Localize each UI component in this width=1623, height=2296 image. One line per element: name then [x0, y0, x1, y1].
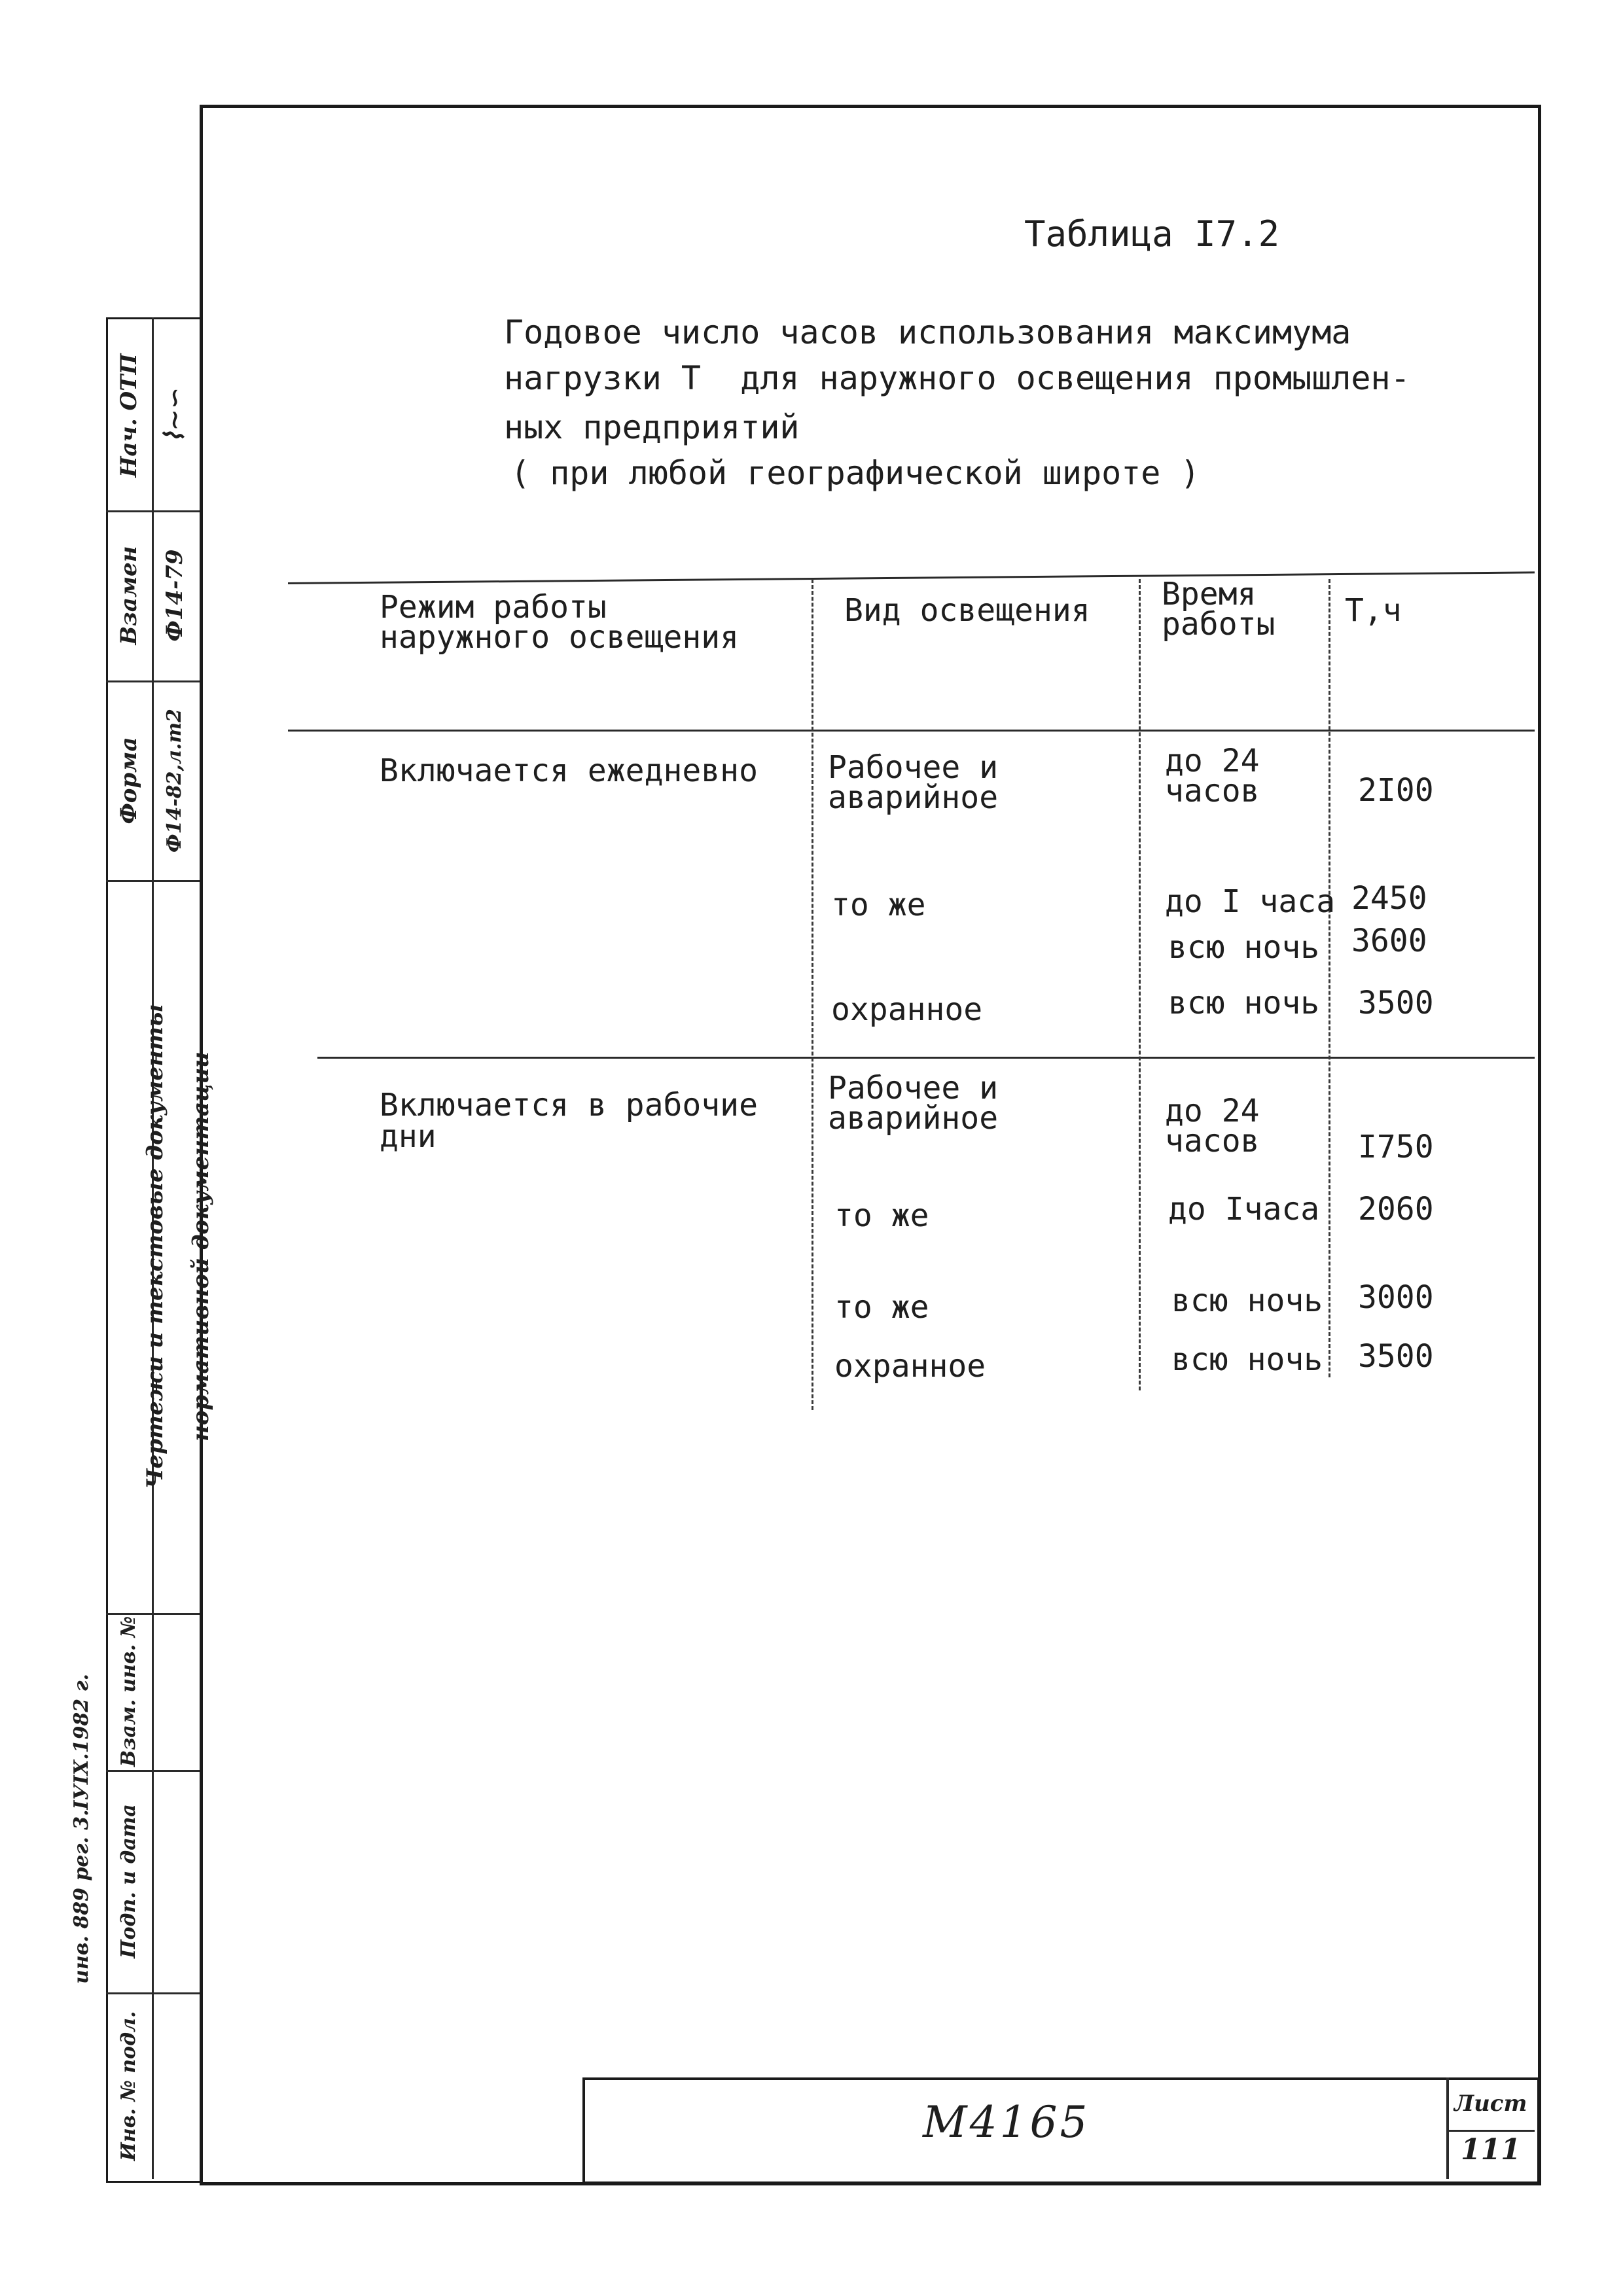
stamp-sheet-rule	[1446, 2130, 1535, 2132]
g2-row3-kind: то же	[834, 1289, 929, 1326]
side-label-nach-otp: Нач. ОТП	[116, 353, 142, 478]
stamp-sheet-number: 111	[1461, 2133, 1521, 2166]
title-line-1: Годовое число часов использования максимума	[504, 313, 1351, 351]
g1-row1-t: 2I00	[1358, 772, 1434, 809]
side-title-line-1: Чертежи и текстовые документы	[142, 1004, 168, 1489]
stamp-divider	[1446, 2077, 1449, 2179]
group2-mode: Включается в рабочие дни	[380, 1087, 758, 1155]
g1-row2-time: до I часа	[1165, 883, 1336, 920]
side-label-vzam-inv: Взам. инв. №	[117, 1616, 140, 1767]
signature: ⌇∼∽	[159, 387, 190, 444]
side-outer-note: инв. 889 рег. 3.IУIХ.1982 г.	[70, 1674, 93, 1984]
header-t: Т,ч	[1345, 592, 1402, 629]
side-label-forma: Форма	[116, 737, 142, 824]
table-number: Таблица I7.2	[1024, 213, 1280, 255]
side-label-inv-podl: Инв. № подл.	[117, 2011, 140, 2161]
header-bottom-rule	[288, 730, 1535, 732]
header-mode: Режим работы наружного освещения	[380, 589, 740, 656]
g2-row4-kind: охранное	[834, 1348, 986, 1385]
g2-row1-time: до 24 часов	[1165, 1093, 1260, 1159]
g1-row4-t: 3500	[1358, 985, 1434, 1021]
header-kind: Вид освещения	[844, 592, 1090, 629]
g2-row4-t: 3500	[1358, 1338, 1434, 1375]
stamp-doc-code: М4165	[923, 2097, 1090, 2147]
column-separator	[812, 579, 813, 1410]
g1-row1-time: до 24 часов	[1165, 743, 1260, 809]
g1-row1-kind: Рабочее и аварийное	[828, 749, 999, 816]
g2-row1-t: I750	[1358, 1129, 1434, 1165]
column-separator	[1139, 579, 1141, 1390]
side-value-form-1482: Ф14-82,л.т2	[163, 709, 186, 853]
g2-row3-time: всю ночь	[1171, 1282, 1323, 1319]
group1-mode: Включается ежедневно	[380, 752, 758, 789]
g2-row4-time: всю ночь	[1171, 1341, 1323, 1378]
g1-row4-time: всю ночь	[1168, 985, 1320, 1021]
title-line-4: ( при любой географической широте )	[510, 454, 1200, 492]
title-line-2: нагрузки Т для наружного освещения промышлен-	[504, 359, 1410, 397]
g2-row2-kind: то же	[834, 1197, 929, 1234]
g2-row2-t: 2060	[1358, 1191, 1434, 1227]
column-separator	[1329, 579, 1330, 1377]
g2-row2-time: до Iчаса	[1168, 1191, 1320, 1227]
g2-row1-kind: Рабочее и аварийное	[828, 1070, 999, 1137]
group-divider-rule	[317, 1057, 1535, 1059]
side-title-line-2: нормативной документации	[188, 1051, 214, 1441]
g1-row2-t: 2450	[1351, 880, 1427, 917]
g1-row3-time: всю ночь	[1168, 929, 1320, 966]
stamp-sheet-label: Лист	[1454, 2091, 1527, 2117]
header-time: Время работы	[1162, 576, 1275, 643]
title-line-3: ных предприятий	[504, 408, 800, 446]
g2-row3-t: 3000	[1358, 1279, 1434, 1316]
side-value-form-1479: Ф14-79	[162, 549, 188, 642]
g1-row2-kind: то же	[831, 887, 926, 923]
g1-row4-kind: охранное	[831, 991, 983, 1028]
side-label-vzamen: Взамен	[116, 546, 142, 645]
side-label-podp-data: Подп. и дата	[117, 1804, 140, 1958]
g1-row3-t: 3600	[1351, 923, 1427, 959]
